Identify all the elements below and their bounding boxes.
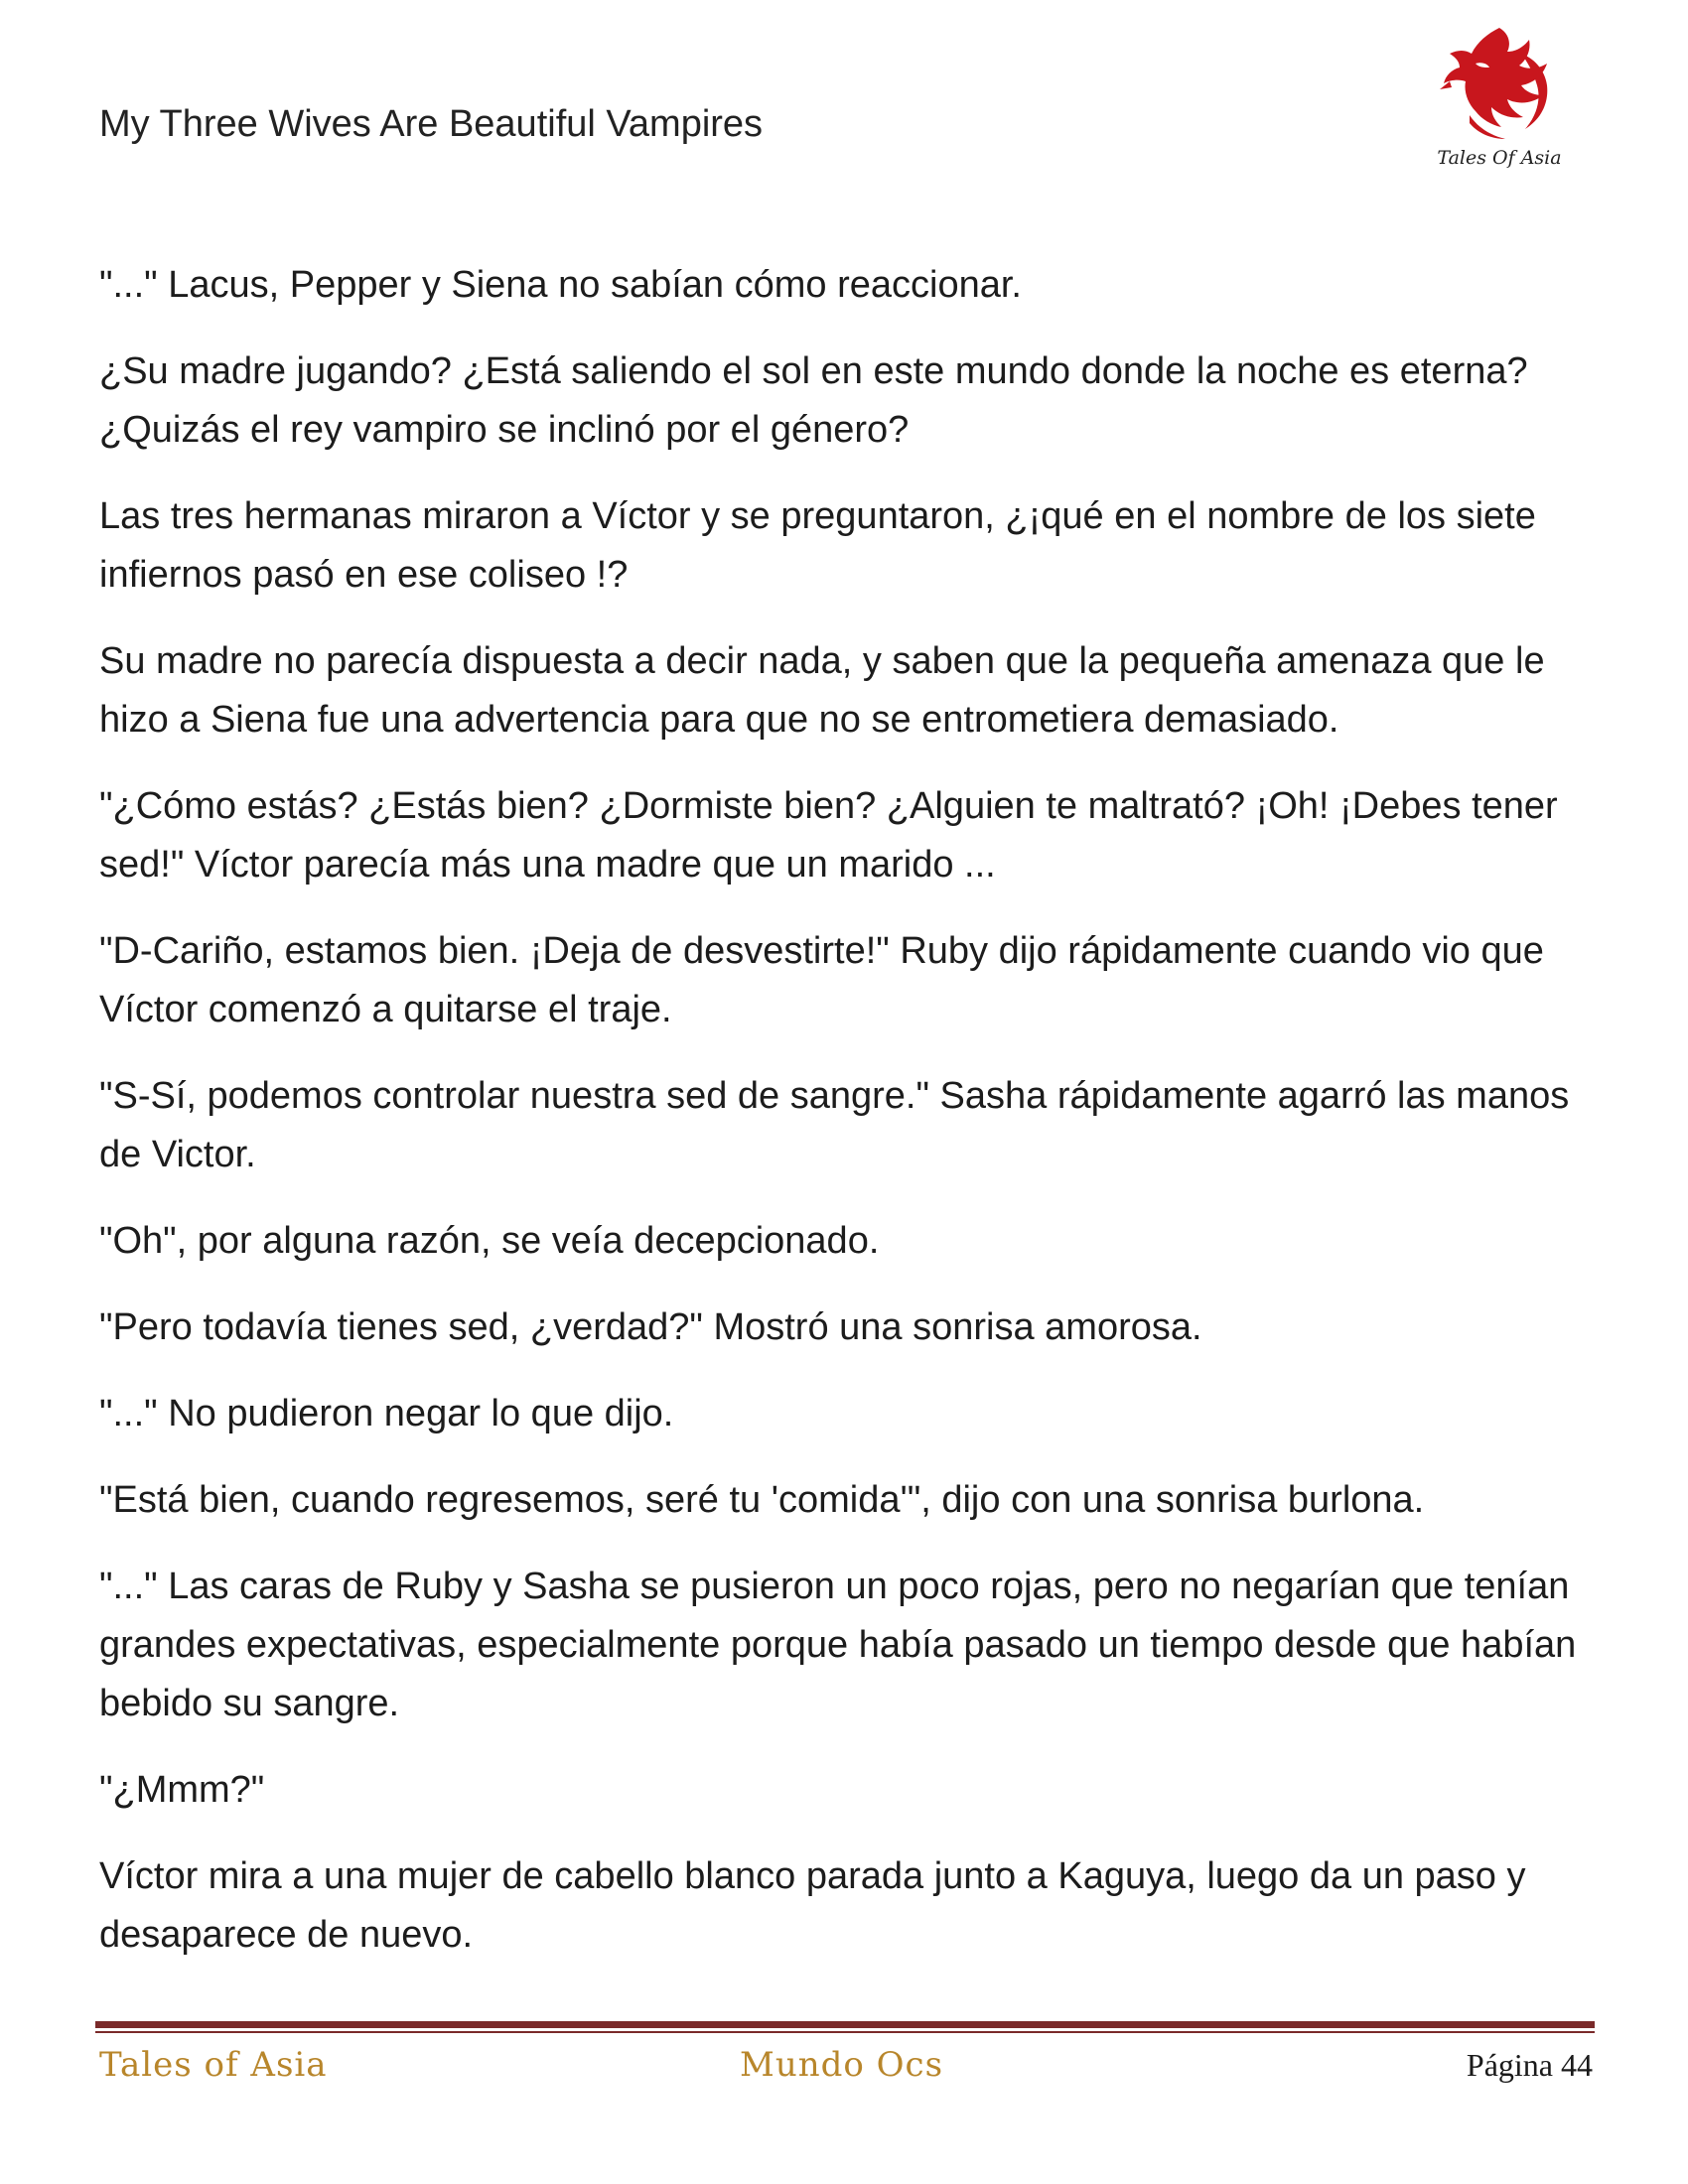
- document-body: [99, 256, 1589, 1992]
- paragraph: Víctor mira a una mujer de cabello blanco parada junto a Kaguya, luego da un paso y desaparece de nuevo.: [99, 1855, 1526, 1956]
- paragraph: "D-Cariño, estamos bien. ¡Deja de desvestirte!" Ruby dijo rápidamente cuando vio que Víctor comenzó a quitarse el traje.: [99, 930, 1544, 1030]
- footer-brand: Tales of Asia: [99, 2045, 328, 2085]
- paragraph: "Pero todavía tienes sed, ¿verdad?" Mostró una sonrisa amorosa.: [99, 1306, 1202, 1348]
- logo-text: Tales Of Asia: [1437, 147, 1562, 169]
- document-title: My Three Wives Are Beautiful Vampires: [99, 103, 764, 145]
- footer-divider-thick: [95, 2021, 1595, 2028]
- paragraph: "..." Lacus, Pepper y Siena no sabían cómo reaccionar.: [99, 264, 1022, 306]
- paragraph: "Oh", por alguna razón, se veía decepcionado.: [99, 1220, 880, 1262]
- paragraph: "..." No pudieron negar lo que dijo.: [99, 1393, 674, 1434]
- paragraph: Las tres hermanas miraron a Víctor y se preguntaron, ¿¡qué en el nombre de los siete infiernos pasó en ese coliseo !?: [99, 495, 1536, 596]
- page-number: Página 44: [1466, 2047, 1593, 2083]
- footer-divider-thin: [95, 2031, 1595, 2033]
- paragraph: "¿Mmm?": [99, 1769, 265, 1811]
- tales-of-asia-logo: [1430, 20, 1569, 189]
- paragraph: "¿Cómo estás? ¿Estás bien? ¿Dormiste bien? ¿Alguien te maltrató? ¡Oh! ¡Debes tener sed!" Víctor parecía más una madre que un marido ...: [99, 785, 1558, 886]
- footer-divider: [95, 2021, 1595, 2035]
- page-header: [99, 99, 1589, 199]
- paragraph: Su madre no parecía dispuesta a decir nada, y saben que la pequeña amenaza que le hizo a Siena fue una advertencia para que no se entrometiera demasiado.: [99, 640, 1545, 741]
- page-footer: [99, 2045, 1593, 2095]
- paragraph: ¿Su madre jugando? ¿Está saliendo el sol en este mundo donde la noche es eterna? ¿Quizás el rey vampiro se inclinó por el género?: [99, 350, 1528, 451]
- paragraph: "..." Las caras de Ruby y Sasha se pusieron un poco rojas, pero no negarían que tenían grandes expectativas, especialmente porque había pasado un tiempo desde que habían bebido su sangre.: [99, 1566, 1577, 1724]
- red-dragon-icon: [1430, 20, 1569, 149]
- footer-section: Mundo Ocs: [740, 2045, 944, 2085]
- paragraph: "S-Sí, podemos controlar nuestra sed de sangre." Sasha rápidamente agarró las manos de Victor.: [99, 1075, 1570, 1175]
- paragraph: "Está bien, cuando regresemos, seré tu 'comida'", dijo con una sonrisa burlona.: [99, 1479, 1425, 1521]
